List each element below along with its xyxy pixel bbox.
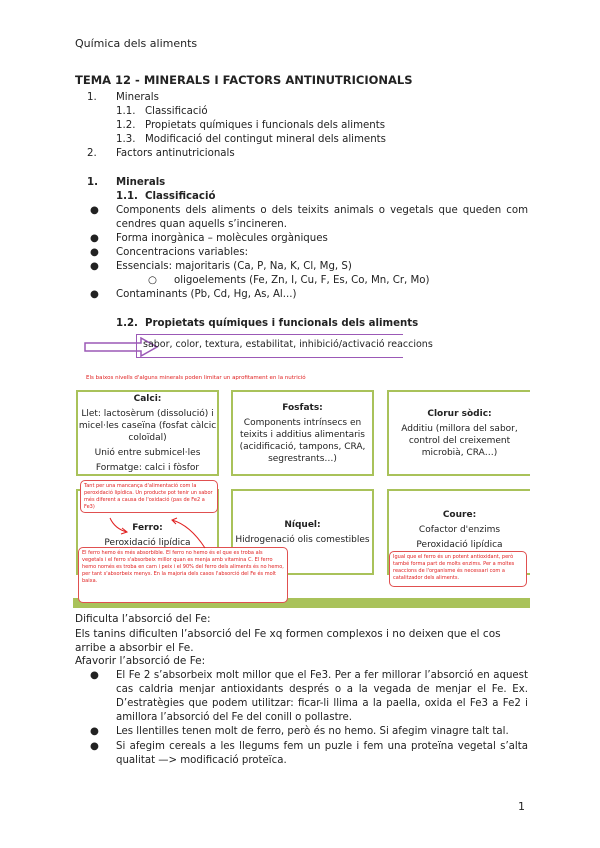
paragraph: Afavorir l’absorció de Fe: bbox=[75, 655, 206, 667]
toc-item: Propietats químiques i funcionals dels aliments bbox=[145, 120, 386, 131]
calci-box bbox=[76, 390, 219, 476]
toc-num: 1.1. bbox=[116, 106, 136, 117]
box-heading: Ferro: bbox=[132, 522, 163, 533]
bullet-text: Si afegim cereals a les llegums fem un puzle i fem una proteïna vegetal s’alta qualitat —> modificació proteïca. bbox=[116, 741, 528, 766]
bullet-text: Components dels aliments o dels teixits animals o vegetals que queden com cendres quan aquells s’incineren. bbox=[116, 205, 528, 230]
box-line: Hidrogenació olis comestibles bbox=[235, 534, 370, 545]
bullet-text: El Fe 2 s’absorbeix molt millor que el Fe3. Per a fer millorar l’absorció en aquest cas caldria menjar antioxidants després o a la vegada de menjar el Fe. Ex. D’estratègies que podem utilitzar: ficar-li llima a la paella, oxida el Fe3 a Fe2 i amillora l’absorció del Fe del conill o pollastre. bbox=[116, 670, 528, 723]
bullet-icon: ● bbox=[90, 233, 99, 244]
box-line: Unió entre submicel·les bbox=[94, 447, 201, 458]
paragraph: Els tanins dificulten l’absorció del Fe xq formen complexos i no deixen que el cos arribe a absorbir el Fe. bbox=[75, 628, 501, 654]
clorur-sodic-box bbox=[387, 390, 530, 476]
annotation-note: Igual que el ferro és un potent antioxidant, però també forma part de molts enzims. Per a moltes reaccions de l'organisme és necessari com a catalitzador dels aliments. bbox=[389, 551, 527, 587]
box-heading: Coure: bbox=[442, 510, 477, 520]
bullet-text: Forma inorgànica – molècules orgàniques bbox=[116, 233, 328, 244]
toc-item: Modificació del contingut mineral dels aliments bbox=[145, 134, 386, 145]
box-heading: Fosfats: bbox=[282, 402, 323, 413]
bullet-icon: ● bbox=[90, 205, 99, 216]
bullet-text: Concentracions variables: bbox=[116, 247, 249, 258]
toc-num: 1.2. bbox=[116, 120, 136, 131]
subsection-num: 1.1. bbox=[116, 191, 138, 202]
box-heading: Calci: bbox=[133, 393, 162, 404]
box-line: Peroxidació lipídica bbox=[416, 540, 503, 550]
page-title: TEMA 12 - MINERALS I FACTORS ANTINUTRICIONALS bbox=[75, 73, 413, 87]
bullet-text: Les llentilles tenen molt de ferro, però és no hemo. Si afegim vinagre talt tal. bbox=[116, 726, 509, 737]
subsection-num: 1.2. bbox=[116, 318, 138, 329]
section-title: Minerals bbox=[116, 177, 166, 188]
annotation-note: Tant per una mancança d'alimentació com la peroxidació lipídica. Un producte pot tenir un sabor més diferent a causa de l'oxidació (pas de Fe2 a Fe3) bbox=[80, 480, 218, 513]
toc-item: Minerals bbox=[116, 92, 159, 103]
toc-num: 2. bbox=[87, 148, 97, 159]
toc-num: 1.3. bbox=[116, 134, 136, 145]
bullet-icon: ● bbox=[90, 261, 99, 272]
box-line: Additiu (millora del sabor, control del creixement microbià, CRA…) bbox=[401, 423, 518, 458]
box-line: Llet: lactosèrum (dissolució) i micel·les caseïna (fosfat càlcic coloïdal) bbox=[78, 408, 217, 443]
bullet-text: Essencials: majoritaris (Ca, P, Na, K, Cl, Mg, S) bbox=[116, 261, 352, 272]
paragraph: Dificulta l’absorció del Fe: bbox=[75, 613, 211, 625]
toc-item: Factors antinutricionals bbox=[116, 148, 235, 159]
annotation-note: El ferro hemo és més absorbible. El ferro no hemo és el que es troba als vegetals i el ferro s'absorbeix millor quan es menja amb vitamina C. El ferro hemo només es troba en carn i peix i el 90% del ferro dels aliments és no hemo, per tant s'absorbeix menys. En la majoria dels casos l'absorció del Fe és molt baixa. bbox=[78, 547, 288, 603]
properties-text: sabor, color, textura, estabilitat, inhibició/activació reaccions bbox=[143, 339, 433, 350]
bullet-icon: ● bbox=[90, 670, 99, 681]
page-number: 1 bbox=[518, 800, 525, 813]
circle-bullet-icon: ○ bbox=[148, 275, 157, 286]
bullet-icon: ● bbox=[90, 726, 99, 737]
bullet-icon: ● bbox=[90, 247, 99, 258]
box-heading: Níquel: bbox=[284, 519, 321, 530]
fosfats-box bbox=[231, 390, 374, 476]
box-line: Formatge: calci i fòsfor bbox=[95, 462, 200, 473]
toc-num: 1. bbox=[87, 92, 97, 103]
subsection-title: Classificació bbox=[145, 191, 216, 202]
annotation-arrows-icon bbox=[105, 515, 215, 550]
bullet-icon: ● bbox=[90, 741, 99, 752]
subsection-title: Propietats químiques i funcionals dels aliments bbox=[145, 318, 419, 329]
bullet-text: Contaminants (Pb, Cd, Hg, As, Al...) bbox=[116, 289, 297, 300]
slide-caption: Els baixos nivells d'alguns minerals poden limitar un aprofitament en la nutrició bbox=[86, 375, 306, 381]
bullet-text: oligoelements (Fe, Zn, I, Cu, F, Es, Co, Mn, Cr, Mo) bbox=[174, 275, 430, 286]
properties-box bbox=[136, 334, 433, 358]
box-heading: Clorur sòdic: bbox=[427, 408, 492, 419]
box-line: Cofactor d'enzims bbox=[418, 525, 501, 535]
bullet-icon: ● bbox=[90, 289, 99, 300]
running-header: Química dels aliments bbox=[75, 37, 198, 50]
section-num: 1. bbox=[87, 177, 98, 188]
toc-item: Classificació bbox=[145, 106, 208, 117]
box-line: Components intrínsecs en teixits i additius alimentaris (acidificació, tampons, CRA, segrestrants…) bbox=[239, 417, 366, 464]
box-line: Peroxidació lipídica bbox=[104, 537, 191, 548]
